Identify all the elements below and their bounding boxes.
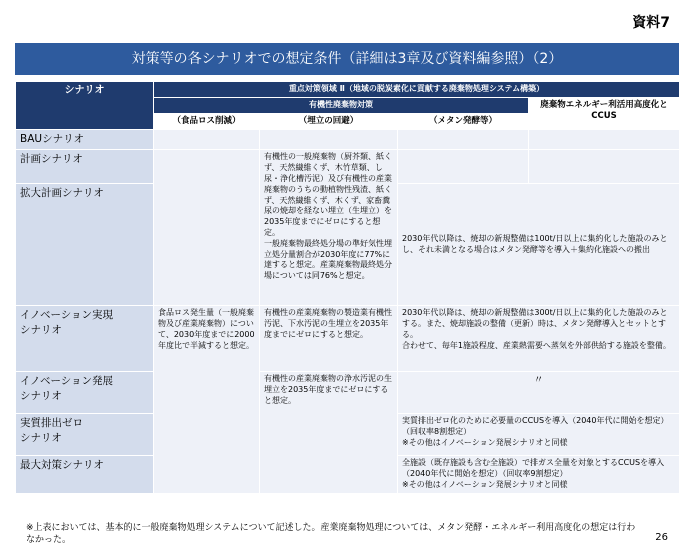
cell-blank [260,130,398,150]
header-methane: （メタン発酵等） [398,114,529,130]
cell-blank [398,150,529,184]
scenario-expanded-plan: 拡大計画シナリオ [16,184,154,306]
header-landfill-avoidance: （埋立の回避） [260,114,398,130]
energy-text-ditto: 〃 [398,372,680,414]
energy-text-5: 全施設（既存施設も含む全施設）で排ガス全量を対象とするCCUSを導入（2040年代に開始を想定）（回収率9割想定） ※その他はイノベーション発展シナリオと同様 [398,456,680,493]
landfill-text-2: 有機性の産業廃棄物の製造業有機性汚泥、下水汚泥の生埋立を2035年度までにゼロにすると想定。 [260,306,398,372]
landfill-text-3: 有機性の産業廃棄物の浄水汚泥の生埋立を2035年度までにゼロにすると想定。 [260,372,398,493]
cell-blank [154,150,260,306]
document-label: 資料7 [632,15,670,31]
header-focus-area: 重点対策領域 Ⅱ（地域の脱炭素化に貢献する廃棄物処理システム構築） [154,82,680,98]
landfill-text-1: 有機性の一般廃棄物（厨芥類、紙くず、天然繊維くず、木竹草類、し尿・浄化槽汚泥）及び有機性の産業廃棄物のうちの動植物性残渣、紙くず、天然繊維くず、木くず、家畜糞尿の焼却を経ない埋立（生埋立）を2035年度までにゼロにすると想定。 一般廃棄物最終処分場の準好気性埋立処分量割合が2030年度に77%に達すると想定。産業廃棄物最終処分場については同76%と想定。 [260,150,398,306]
scenario-net-zero: 実質排出ゼロ シナリオ [16,414,154,456]
energy-text-4: 実質排出ゼロ化のために必要量のCCUSを導入（2040年代に開始を想定）（回収率8割想定） ※その他はイノベーション発展シナリオと同様 [398,414,680,456]
scenario-innovation-advanced: イノベーション発展 シナリオ [16,372,154,414]
cell-blank [529,150,680,184]
cell-blank [154,130,260,150]
footnote: ※上表においては、基本的に一般廃棄物処理システムについて記述した。産業廃棄物処理については、メタン発酵・エネルギー利用高度化の想定は行わなかった。 [26,523,636,546]
scenario-plan: 計画シナリオ [16,150,154,184]
page-title: 対策等の各シナリオでの想定条件（詳細は3章及び資料編参照）（2） [15,43,679,75]
page-number: 26 [655,532,668,543]
header-scenario: シナリオ [16,82,154,130]
energy-text-1: 2030年代以降は、焼却の新規整備は100t/日以上に集約化した施設のみとし、それ未満となる場合はメタン発酵等を導入＋集約化施設への搬出 [398,184,680,306]
energy-text-2: 2030年代以降は、焼却の新規整備は300t/日以上に集約化した施設のみとする。また、焼却施設の整備（更新）時は、メタン発酵導入とセットとする。 合わせて、毎年1施設程度、産業熱需要へ蒸気を外部供給する施設を整備。 [398,306,680,372]
header-food-loss: （食品ロス削減） [154,114,260,130]
header-organic-waste: 有機性廃棄物対策 [154,98,529,114]
scenario-innovation: イノベーション実現 シナリオ [16,306,154,372]
scenario-table [15,81,680,494]
scenario-max-measures: 最大対策シナリオ [16,456,154,493]
cell-blank [529,130,680,150]
header-energy-ccus: 廃棄物エネルギー利活用高度化とCCUS [529,98,680,130]
cell-blank [398,130,529,150]
food-loss-text: 食品ロス発生量（一般廃棄物及び産業廃棄物）について、2030年度までに2000年度比で半減すると想定。 [154,306,260,493]
scenario-bau: BAUシナリオ [16,130,154,150]
